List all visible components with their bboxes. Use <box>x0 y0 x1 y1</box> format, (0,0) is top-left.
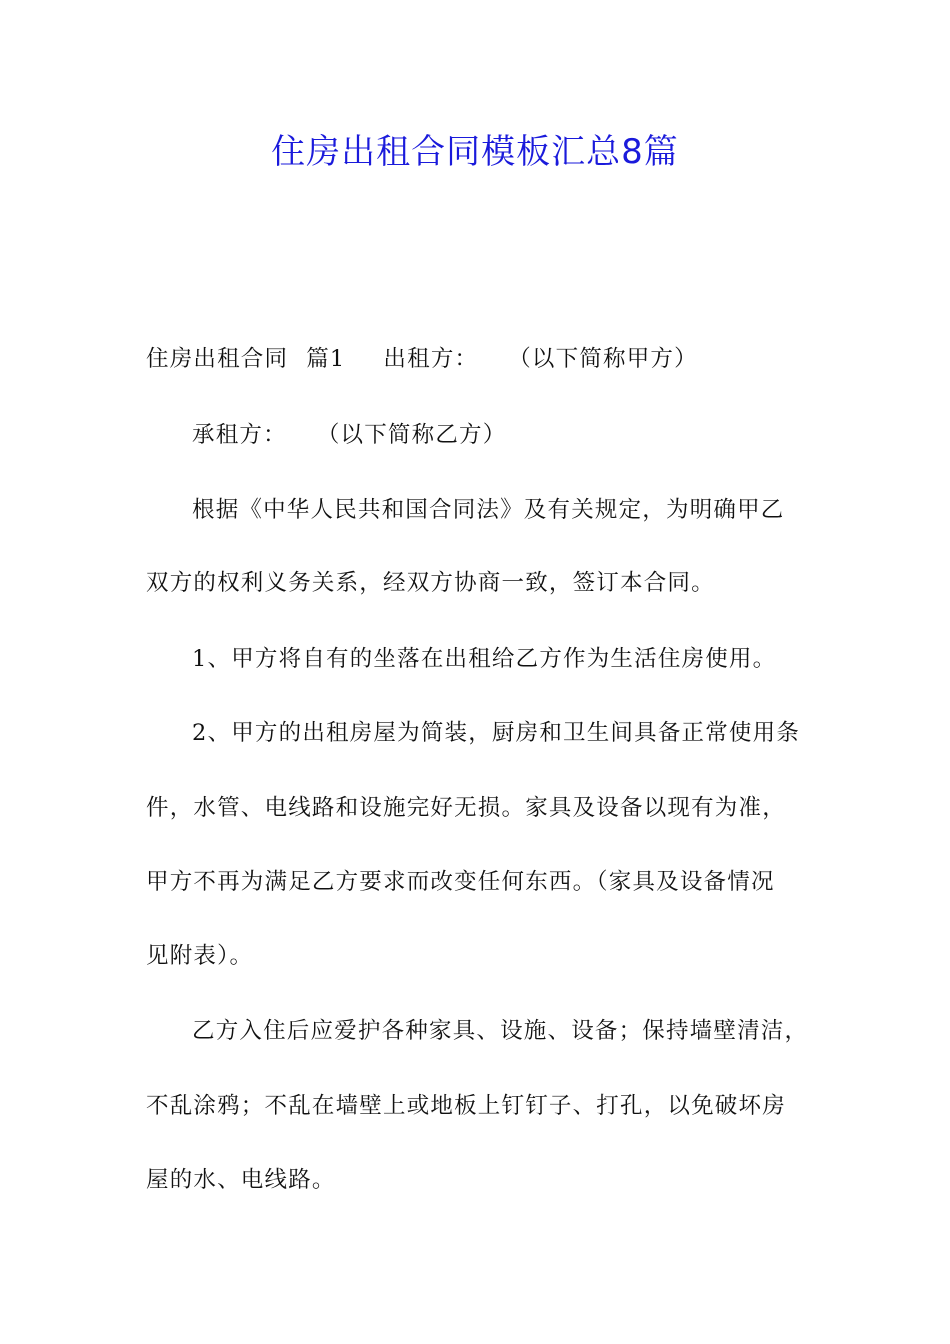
paragraph-line: 屋的水、电线路。 <box>146 1167 336 1193</box>
paragraph-line: 见附表）。 <box>146 943 254 969</box>
lessor-note: （以下简称甲方） <box>508 346 698 372</box>
paragraph-line: 甲方不再为满足乙方要求而改变任何东西。（家具及设备情况 <box>146 869 775 895</box>
document-title: 住房出租合同模板汇总8篇 <box>271 132 679 172</box>
paragraph-line: 1、甲方将自有的坐落在出租给乙方作为生活住房使用。 <box>192 646 777 672</box>
section-number: 篇1 <box>306 346 346 372</box>
paragraph-line: 双方的权利义务关系，经双方协商一致，签订本合同。 <box>146 570 715 596</box>
paragraph-line: 不乱涂鸦；不乱在墙壁上或地板上钉钉子、打孔，以免破坏房 <box>146 1093 786 1119</box>
paragraph-line: 乙方入住后应爱护各种家具、设施、设备；保持墙壁清洁， <box>192 1018 809 1044</box>
lessee-line <box>192 420 506 450</box>
paragraph-line: 根据《中华人民共和国合同法》及有关规定，为明确甲乙 <box>192 497 785 523</box>
lessee-note: （以下简称乙方） <box>316 422 507 448</box>
lessee-label: 承租方： <box>192 422 287 448</box>
section-heading-line <box>146 344 698 374</box>
paragraph-line: 件，水管、电线路和设施完好无损。家具及设备以现有为准， <box>146 795 786 821</box>
section-heading: 住房出租合同 <box>146 346 289 372</box>
lessor-label: 出租方： <box>383 346 479 372</box>
paragraph-line: 2、甲方的出租房屋为简装，厨房和卫生间具备正常使用条 <box>192 720 801 746</box>
